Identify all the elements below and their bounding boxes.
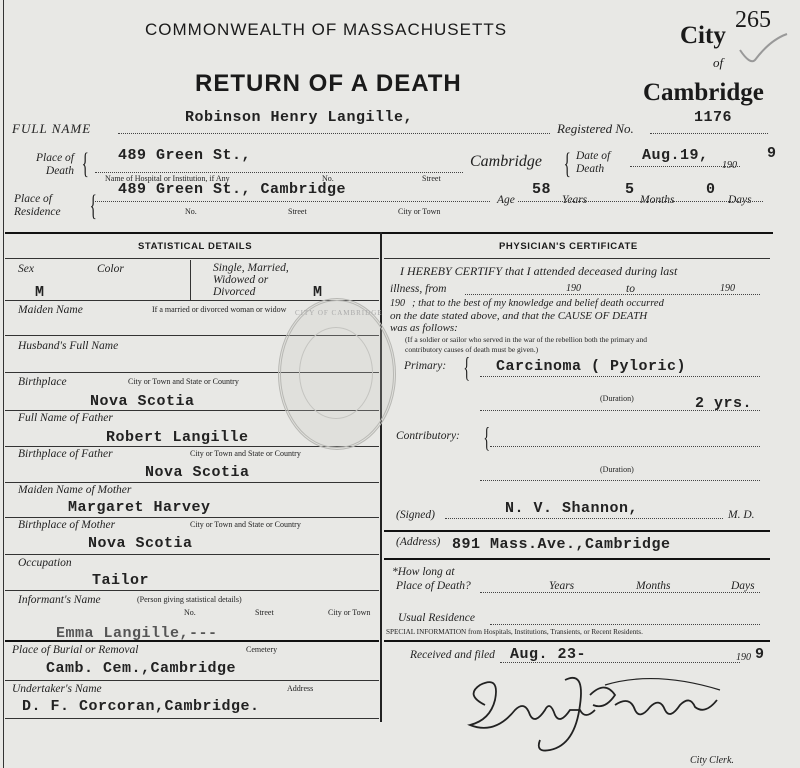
form-title: RETURN OF A DEATH	[195, 70, 462, 97]
illness-line	[465, 294, 760, 295]
date-of-death-value: Aug.19,	[642, 147, 709, 164]
duration-label-1: (Duration)	[600, 394, 634, 403]
residence-line	[95, 201, 490, 202]
illness-190b: 190	[720, 283, 735, 294]
full-name-label: FULL NAME	[12, 121, 92, 136]
received-line	[500, 662, 740, 663]
how-long-years: Years	[549, 580, 575, 592]
how-long-months: Months	[636, 580, 671, 592]
father-label: Full Name of Father	[18, 412, 113, 424]
state-heading: COMMONWEALTH OF MASSACHUSETTS	[145, 20, 508, 39]
sex-value: M	[35, 284, 45, 301]
how-long-a: *How long at	[392, 566, 455, 578]
marital-value: M	[313, 284, 323, 301]
informant-street: Street	[255, 608, 274, 617]
hospital-caption: Name of Hospital or Institution, if Any	[105, 174, 230, 183]
undertaker-value: D. F. Corcoran,Cambridge.	[22, 698, 260, 715]
page-left-edge	[3, 0, 4, 768]
rule-8	[5, 554, 379, 555]
address-caption: Address	[287, 684, 314, 693]
informant-city: City or Town	[328, 608, 371, 617]
phys-heading-rule	[384, 258, 770, 259]
residence-value: 489 Green St., Cambridge	[118, 181, 347, 198]
birthplace-caption: City or Town and State or Country	[128, 377, 239, 386]
father-birth-label: Birthplace of Father	[18, 448, 113, 460]
full-name-line	[118, 133, 550, 134]
received-value: Aug. 23-	[510, 646, 587, 663]
sex-box-divider	[190, 260, 191, 300]
mother-value: Margaret Harvey	[68, 499, 211, 516]
stat-heading-rule	[5, 258, 379, 259]
duration-value: 2 yrs.	[695, 395, 753, 412]
father-birth-caption: City or Town and State or Country	[190, 449, 301, 458]
age-label: Age	[497, 194, 515, 206]
burial-label: Place of Burial or Removal	[12, 644, 139, 656]
husband-label: Husband's Full Name	[18, 340, 119, 352]
place-of-death-value: 489 Green St.,	[118, 147, 252, 164]
age-years: 58	[532, 181, 552, 198]
how-long-line	[480, 592, 760, 593]
contributory-label: Contributory:	[396, 430, 460, 442]
father-value: Robert Langille	[106, 429, 249, 446]
no-caption-1: No.	[322, 174, 334, 183]
maiden-name-label: Maiden Name	[18, 304, 83, 316]
knowledge-190: 190	[390, 298, 405, 309]
brace-left-1: {	[81, 147, 89, 180]
months-label: Months	[640, 194, 675, 206]
clerk-signature	[455, 665, 725, 760]
rule-9	[5, 590, 379, 591]
registered-label: Registered No.	[557, 121, 634, 136]
marital-label: Single, Married, Widowed or Divorced	[213, 262, 289, 298]
birthplace-value: Nova Scotia	[90, 393, 195, 410]
undertaker-label: Undertaker's Name	[12, 683, 102, 695]
informant-label: Informant's Name	[18, 594, 101, 606]
illness-190a: 190	[566, 283, 581, 294]
signed-line	[445, 518, 723, 519]
occupation-value: Tailor	[92, 572, 150, 589]
duration-label-2: (Duration)	[600, 465, 634, 474]
knowledge-line-b: on the date stated above, and that the CAUSE OF DEATH	[390, 310, 648, 322]
illness-to: to	[626, 283, 635, 295]
father-birth-value: Nova Scotia	[145, 464, 250, 481]
city-town-caption: City or Town	[398, 207, 441, 216]
knowledge-line-c: was as follows:	[390, 322, 458, 334]
stat-heading: STATISTICAL DETAILS	[138, 241, 253, 252]
street-caption-1: Street	[422, 174, 441, 183]
mother-birth-caption: City or Town and State or Country	[190, 520, 301, 529]
usual-residence-label: Usual Residence	[398, 612, 475, 624]
sex-label: Sex	[18, 263, 34, 275]
column-divider	[380, 232, 382, 722]
primary-value: Carcinoma ( Pyloric)	[496, 358, 687, 375]
place-of-death-label: Place of Death	[36, 152, 74, 177]
signed-value: N. V. Shannon,	[505, 500, 639, 517]
how-long-days: Days	[731, 580, 755, 592]
date-year-digit: 9	[767, 145, 777, 162]
birthplace-label: Birthplace	[18, 376, 67, 388]
mother-label: Maiden Name of Mother	[18, 484, 132, 496]
certify-line: I HEREBY CERTIFY that I attended deceased during last	[400, 264, 678, 278]
full-name-value: Robinson Henry Langille,	[185, 109, 414, 126]
date-of-death-label: Date of Death	[576, 150, 611, 175]
registered-line	[650, 133, 768, 134]
how-long-b: Place of Death?	[396, 580, 471, 592]
mother-birth-label: Birthplace of Mother	[18, 519, 116, 531]
rule-6	[5, 482, 379, 483]
maiden-note: If a married or divorced woman or widow	[152, 305, 287, 314]
seal-text: CITY OF CAMBRIDGE	[295, 309, 383, 317]
received-label: Received and filed	[410, 649, 495, 661]
rule-10	[5, 640, 379, 642]
informant-no: No.	[184, 608, 196, 617]
duration-line-1	[480, 410, 760, 411]
years-label: Years	[562, 194, 588, 206]
check-mark-icon	[735, 30, 790, 70]
duration-line-2	[480, 480, 760, 481]
cemetery-caption: Cemetery	[246, 645, 278, 654]
of-word: of	[713, 55, 724, 70]
page-number: 265	[735, 7, 771, 33]
age-months: 5	[625, 181, 635, 198]
brace-left-2: {	[563, 147, 571, 180]
rule-11	[5, 680, 379, 681]
no-caption-2: No.	[185, 207, 197, 216]
residence-label: Place of Residence	[14, 193, 61, 218]
occupation-label: Occupation	[18, 557, 72, 569]
primary-line	[480, 376, 760, 377]
clerk-label: City Clerk.	[690, 755, 734, 766]
knowledge-line-a: ; that to the best of my knowledge and belief death occurred	[412, 298, 664, 309]
registered-number: 1176	[694, 109, 733, 126]
age-line	[518, 201, 763, 202]
received-year-digit: 9	[755, 646, 765, 663]
signed-label: (Signed)	[396, 509, 435, 521]
phys-rule-address-bottom	[384, 558, 770, 560]
address-value: 891 Mass.Ave.,Cambridge	[452, 536, 671, 553]
special-info: SPECIAL INFORMATION from Hospitals, Institutions, Transients, or Recent Residents.	[386, 628, 643, 636]
md-label: M. D.	[728, 509, 755, 521]
brace-left-3: {	[89, 189, 97, 222]
phys-rule-address-top	[384, 530, 770, 532]
date-year-prefix: 190	[722, 160, 737, 171]
primary-label: Primary:	[404, 360, 447, 372]
contributory-line	[490, 446, 760, 447]
phys-heading: PHYSICIAN'S CERTIFICATE	[499, 241, 638, 252]
address-label: (Address)	[396, 536, 441, 548]
burial-value: Camb. Cem.,Cambridge	[46, 660, 237, 677]
brace-contributory: {	[483, 423, 491, 454]
city-seal	[278, 298, 396, 450]
place-of-death-line	[95, 172, 463, 173]
informant-note: (Person giving statistical details)	[137, 595, 242, 604]
city-name: Cambridge	[643, 79, 764, 106]
rule-7	[5, 517, 379, 518]
informant-value: Emma Langille,---	[56, 625, 218, 642]
brace-primary: {	[463, 353, 471, 384]
street-caption-2: Street	[288, 207, 307, 216]
usual-residence-line	[490, 624, 760, 625]
section-top-border	[5, 232, 773, 234]
soldier-note-b: contributory causes of death must be given.)	[405, 345, 539, 354]
illness-label: illness, from	[390, 283, 447, 295]
phys-rule-special	[384, 640, 770, 642]
received-year-prefix: 190	[736, 652, 751, 663]
soldier-note-a: (If a soldier or sailor who served in the war of the rebellion both the primary and	[405, 335, 648, 344]
mother-birth-value: Nova Scotia	[88, 535, 193, 552]
city-word: City	[680, 22, 726, 49]
color-label: Color	[97, 263, 124, 275]
days-label: Days	[728, 194, 752, 206]
place-of-death-city: Cambridge	[470, 153, 542, 170]
age-days: 0	[706, 181, 716, 198]
rule-12	[5, 718, 379, 719]
